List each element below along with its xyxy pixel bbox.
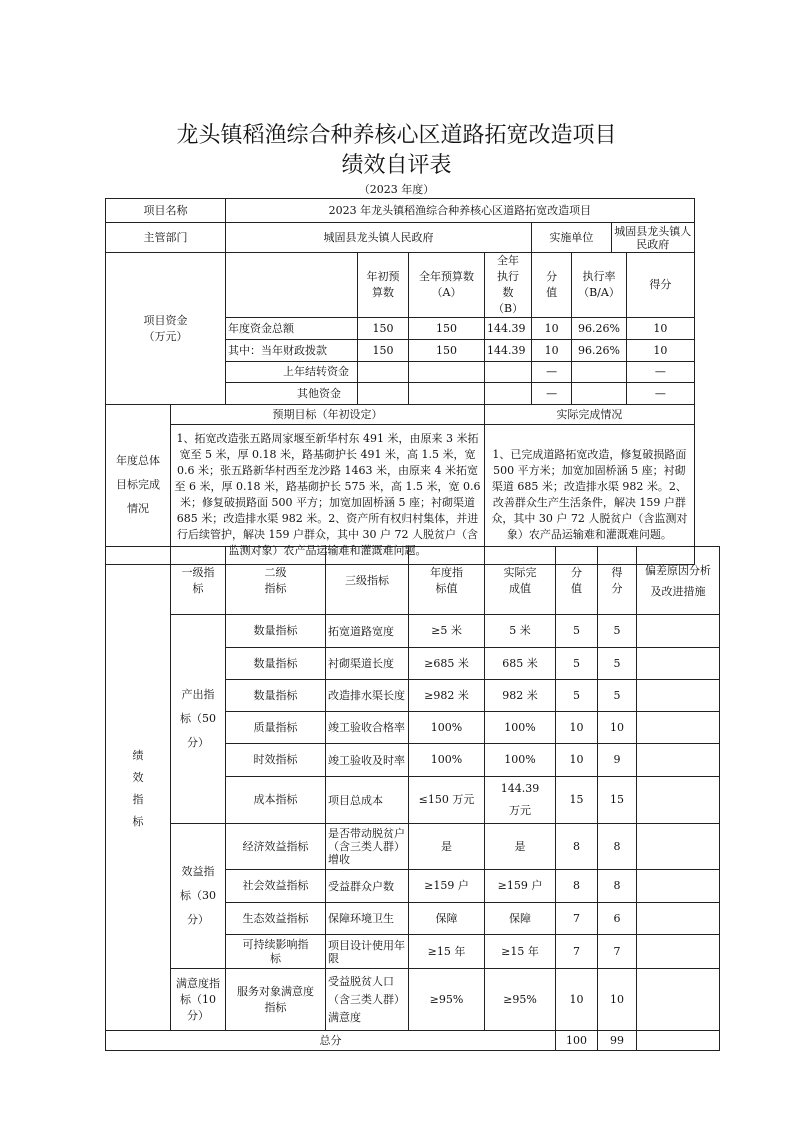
indicator-level3: 受益群众户数 bbox=[326, 870, 409, 903]
indicator-score: 10 bbox=[598, 712, 637, 744]
goals-content-row bbox=[106, 425, 695, 565]
indicator-target: ≥15 年 bbox=[409, 935, 485, 969]
indicator-weight: 10 bbox=[556, 712, 598, 744]
indicator-level1: 产出指标（50分） bbox=[171, 615, 226, 824]
indicator-target: ≥159 户 bbox=[409, 870, 485, 903]
indicator-note bbox=[637, 777, 720, 824]
dept-label: 主管部门 bbox=[106, 223, 226, 253]
funds-initial: 150 bbox=[358, 318, 409, 340]
indicator-level2: 数量指标 bbox=[226, 680, 326, 712]
indicator-actual: 144.39 万元 bbox=[485, 777, 556, 824]
funds-header-blank bbox=[226, 253, 358, 318]
indicators-header-row bbox=[106, 547, 720, 615]
indicator-weight: 8 bbox=[556, 870, 598, 903]
indicator-weight: 15 bbox=[556, 777, 598, 824]
indicator-score: 5 bbox=[598, 648, 637, 680]
indicator-note bbox=[637, 969, 720, 1031]
funds-header: 执行率（B/A） bbox=[572, 253, 627, 318]
impl-label: 实施单位 bbox=[532, 223, 612, 253]
indicator-actual: 5 米 bbox=[485, 615, 556, 648]
goals-expected-label: 预期目标（年初设定） bbox=[171, 405, 485, 425]
funds-rate: 96.26% bbox=[572, 340, 627, 362]
funds-weight: — bbox=[532, 383, 572, 405]
indicator-note bbox=[637, 870, 720, 903]
funds-initial bbox=[358, 383, 409, 405]
indicator-level3: 项目总成本 bbox=[326, 777, 409, 824]
indicators-header: 三级指标 bbox=[326, 547, 409, 615]
indicator-target: 100% bbox=[409, 712, 485, 744]
indicator-weight: 10 bbox=[556, 744, 598, 777]
indicators-header: 年度指标值 bbox=[409, 547, 485, 615]
indicator-row bbox=[106, 969, 720, 1031]
funds-weight: 10 bbox=[532, 340, 572, 362]
funds-exec bbox=[485, 383, 532, 405]
indicator-note bbox=[637, 680, 720, 712]
indicator-score: 8 bbox=[598, 824, 637, 870]
indicators-label: 绩效指标 bbox=[106, 547, 171, 1031]
indicators-header: 偏差原因分析及改进措施 bbox=[637, 547, 720, 615]
funds-weight: 10 bbox=[532, 318, 572, 340]
indicators-header: 得分 bbox=[598, 547, 637, 615]
indicator-level3: 保障环境卫生 bbox=[326, 903, 409, 935]
indicator-score: 9 bbox=[598, 744, 637, 777]
indicator-level3: 项目设计使用年限 bbox=[326, 935, 409, 969]
indicator-actual: 保障 bbox=[485, 903, 556, 935]
indicator-note bbox=[637, 615, 720, 648]
page-title-line1: 龙头镇稻渔综合种养核心区道路拓宽改造项目 bbox=[176, 123, 617, 148]
total-score: 99 bbox=[598, 1031, 637, 1051]
impl-value: 城固县龙头镇人民政府 bbox=[611, 223, 694, 253]
funds-header-row bbox=[106, 253, 695, 318]
total-label: 总分 bbox=[106, 1031, 556, 1051]
indicator-score: 10 bbox=[598, 969, 637, 1031]
indicator-row bbox=[106, 615, 720, 648]
funds-initial bbox=[358, 362, 409, 383]
indicator-target: ≥685 米 bbox=[409, 648, 485, 680]
goals-header-row bbox=[106, 405, 695, 425]
indicator-level2: 社会效益指标 bbox=[226, 870, 326, 903]
indicators-header: 分值 bbox=[556, 547, 598, 615]
funds-exec bbox=[485, 362, 532, 383]
indicators-header: 二级指标 bbox=[226, 547, 326, 615]
indicator-level3: 是否带动脱贫户（含三类人群）增收 bbox=[326, 824, 409, 870]
indicator-level2: 数量指标 bbox=[226, 615, 326, 648]
indicator-level2: 成本指标 bbox=[226, 777, 326, 824]
indicator-level3: 衬砌渠道长度 bbox=[326, 648, 409, 680]
indicator-target: 100% bbox=[409, 744, 485, 777]
indicator-weight: 5 bbox=[556, 648, 598, 680]
funds-budget bbox=[409, 383, 485, 405]
funds-label-line1: 项目资金 bbox=[143, 313, 188, 327]
indicator-actual: ≥159 户 bbox=[485, 870, 556, 903]
indicator-level3: 受益脱贫人口（含三类人群）满意度 bbox=[326, 969, 409, 1031]
funds-rate bbox=[572, 383, 627, 405]
funds-score: 10 bbox=[626, 340, 694, 362]
indicator-level2: 质量指标 bbox=[226, 712, 326, 744]
funds-row-name: 其中：当年财政拨款 bbox=[226, 340, 358, 362]
indicator-note bbox=[637, 824, 720, 870]
indicator-note bbox=[637, 903, 720, 935]
funds-budget: 150 bbox=[409, 340, 485, 362]
indicator-actual: 685 米 bbox=[485, 648, 556, 680]
indicator-weight: 5 bbox=[556, 615, 598, 648]
total-weight: 100 bbox=[556, 1031, 598, 1051]
indicator-weight: 7 bbox=[556, 903, 598, 935]
funds-label-line2: （万元） bbox=[143, 329, 188, 343]
project-name-value: 2023 年龙头镇稻渔综合种养核心区道路拓宽改造项目 bbox=[226, 199, 695, 223]
funds-header: 年初预算数 bbox=[358, 253, 409, 318]
funds-header: 得分 bbox=[626, 253, 694, 318]
indicator-level3: 拓宽道路宽度 bbox=[326, 615, 409, 648]
indicator-score: 5 bbox=[598, 680, 637, 712]
year-label: （2023 年度） bbox=[358, 183, 435, 196]
funds-weight: — bbox=[532, 362, 572, 383]
funds-row-name: 上年结转资金 bbox=[226, 362, 358, 383]
indicator-note bbox=[637, 712, 720, 744]
funds-header: 分值 bbox=[532, 253, 572, 318]
funds-header: 全年预算数（A） bbox=[409, 253, 485, 318]
indicator-score: 5 bbox=[598, 615, 637, 648]
indicator-level2: 可持续影响指标 bbox=[226, 935, 326, 969]
funds-rate bbox=[572, 362, 627, 383]
indicator-target: ≤150 万元 bbox=[409, 777, 485, 824]
funds-exec: 144.39 bbox=[485, 340, 532, 362]
indicator-level3: 改造排水渠长度 bbox=[326, 680, 409, 712]
indicator-note bbox=[637, 935, 720, 969]
indicator-score: 6 bbox=[598, 903, 637, 935]
funds-label bbox=[106, 253, 226, 405]
indicator-weight: 10 bbox=[556, 969, 598, 1031]
indicator-level2: 时效指标 bbox=[226, 744, 326, 777]
indicator-level3: 竣工验收合格率 bbox=[326, 712, 409, 744]
funds-score: — bbox=[626, 362, 694, 383]
goals-actual: 1、已完成道路拓宽改造，修复破损路面 500 平方米；加宽加固桥涵 5 座；衬砌渠道 685 米；改造排水渠 982 米。2、改善群众生产生活条件，解决 159 户群众，其中 30 户 72 人脱贫户（含监测对象）农产品运输难和灌溉难问题。 bbox=[485, 425, 695, 565]
indicator-target: 保障 bbox=[409, 903, 485, 935]
indicator-level2: 经济效益指标 bbox=[226, 824, 326, 870]
funds-row-name: 其他资金 bbox=[226, 383, 358, 405]
indicator-actual: 是 bbox=[485, 824, 556, 870]
indicator-score: 15 bbox=[598, 777, 637, 824]
funds-budget bbox=[409, 362, 485, 383]
indicator-target: ≥5 米 bbox=[409, 615, 485, 648]
funds-header: 全年执行数（B） bbox=[485, 253, 532, 318]
indicator-weight: 8 bbox=[556, 824, 598, 870]
project-name-label: 项目名称 bbox=[106, 199, 226, 223]
indicators-table bbox=[105, 546, 720, 1051]
indicator-row bbox=[106, 824, 720, 870]
indicator-actual: 100% bbox=[485, 712, 556, 744]
page-title-line2: 绩效自评表 bbox=[341, 153, 452, 178]
indicators-header: 一级指标 bbox=[171, 547, 226, 615]
indicator-actual: ≥95% bbox=[485, 969, 556, 1031]
total-note bbox=[637, 1031, 720, 1051]
total-row bbox=[106, 1031, 720, 1051]
project-name-row bbox=[106, 199, 695, 223]
indicators-header: 实际完成值 bbox=[485, 547, 556, 615]
indicator-level3: 竣工验收及时率 bbox=[326, 744, 409, 777]
funds-initial: 150 bbox=[358, 340, 409, 362]
indicator-level2: 服务对象满意度指标 bbox=[226, 969, 326, 1031]
evaluation-table bbox=[105, 198, 695, 565]
indicator-score: 7 bbox=[598, 935, 637, 969]
indicator-note bbox=[637, 744, 720, 777]
funds-score: 10 bbox=[626, 318, 694, 340]
indicator-weight: 5 bbox=[556, 680, 598, 712]
dept-row bbox=[106, 223, 695, 253]
goals-expected: 1、拓宽改造张五路周家堰至新华村东 491 米，由原来 3 米拓宽至 5 米，厚 0.18 米，路基砌护长 491 米，高 1.5 米，宽 0.6 米；张五路新华村西至龙沙路 1463 米，由原来 4 米拓宽至 6 米，厚 0.18 米，路基砌护长 575 米，高 1.5 米，宽 0.6 米；修复破损路面 500 平方；加宽加固桥涵 5 座；衬砌渠道 685 米；改造排水渠 982 米。2、资产所有权归村集体，并进行后续管护，解决 159 户群众，其中 30 户 72 人脱贫户（含监测对象）农产品运输难和灌溉难问题。 bbox=[171, 425, 485, 565]
indicator-level1: 满意度指标（10分） bbox=[171, 969, 226, 1031]
indicator-level2: 生态效益指标 bbox=[226, 903, 326, 935]
indicator-level2: 数量指标 bbox=[226, 648, 326, 680]
indicator-actual: ≥15 年 bbox=[485, 935, 556, 969]
goals-actual-label: 实际完成情况 bbox=[485, 405, 695, 425]
funds-budget: 150 bbox=[409, 318, 485, 340]
indicator-target: ≥982 米 bbox=[409, 680, 485, 712]
goals-label: 年度总体目标完成情况 bbox=[106, 405, 171, 565]
indicator-note bbox=[637, 648, 720, 680]
indicator-target: ≥95% bbox=[409, 969, 485, 1031]
indicator-target: 是 bbox=[409, 824, 485, 870]
funds-row-name: 年度资金总额 bbox=[226, 318, 358, 340]
indicator-weight: 7 bbox=[556, 935, 598, 969]
funds-score: — bbox=[626, 383, 694, 405]
indicator-actual: 982 米 bbox=[485, 680, 556, 712]
indicator-actual: 100% bbox=[485, 744, 556, 777]
indicator-level1: 效益指标（30分） bbox=[171, 824, 226, 969]
funds-rate: 96.26% bbox=[572, 318, 627, 340]
indicator-score: 8 bbox=[598, 870, 637, 903]
dept-value: 城固县龙头镇人民政府 bbox=[226, 223, 532, 253]
funds-exec: 144.39 bbox=[485, 318, 532, 340]
